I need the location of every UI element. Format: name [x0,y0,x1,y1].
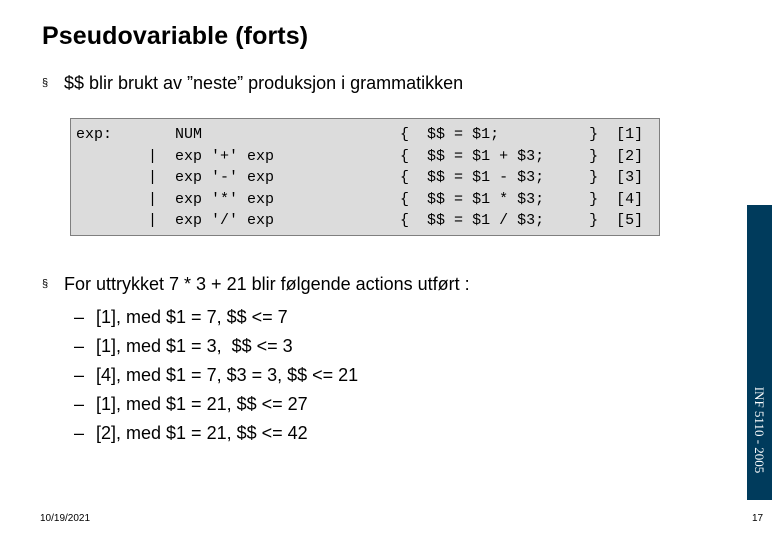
list-item: – [1], med $1 = 7, $$ <= 7 [74,303,358,332]
dash-marker: – [74,423,85,443]
bullet-text: For uttrykket 7 * 3 + 21 blir følgende actions utført : [64,274,470,294]
bullet-marker: § [42,278,49,290]
list-item: – [1], med $1 = 21, $$ <= 27 [74,390,358,419]
footer-date: 10/19/2021 [40,513,91,524]
dash-marker: – [74,307,85,327]
bullet-text: $$ blir brukt av ”neste” produksjon i grammatikken [64,73,464,93]
bullet-marker: § [42,77,49,89]
dash-marker: – [74,394,85,414]
list-item: – [1], med $1 = 3, $$ <= 3 [74,332,358,361]
bullet-expression [42,274,470,295]
slide-title: Pseudovariable (forts) [42,22,309,50]
course-label: INF 5110 - 2005 [752,386,767,474]
bullet-pseudovariable [42,73,463,94]
dash-marker: – [74,365,85,385]
action-list [74,303,358,448]
list-item: – [2], med $1 = 21, $$ <= 42 [74,419,358,448]
grammar-code: exp: NUM { $$ = $1; } [1] | exp '+' exp { $$ = $1 + $3; } [2] | exp '-' exp { $$ = $1 - $3; } [3] | exp '*' exp { $$ = $1 * $3; } [4] | exp '/' exp { $$ = $1 / $3; } [5] [76,126,644,229]
dash-marker: – [74,336,85,356]
list-item: – [4], med $1 = 7, $3 = 3, $$ <= 21 [74,361,358,390]
page-number: 17 [752,513,764,524]
